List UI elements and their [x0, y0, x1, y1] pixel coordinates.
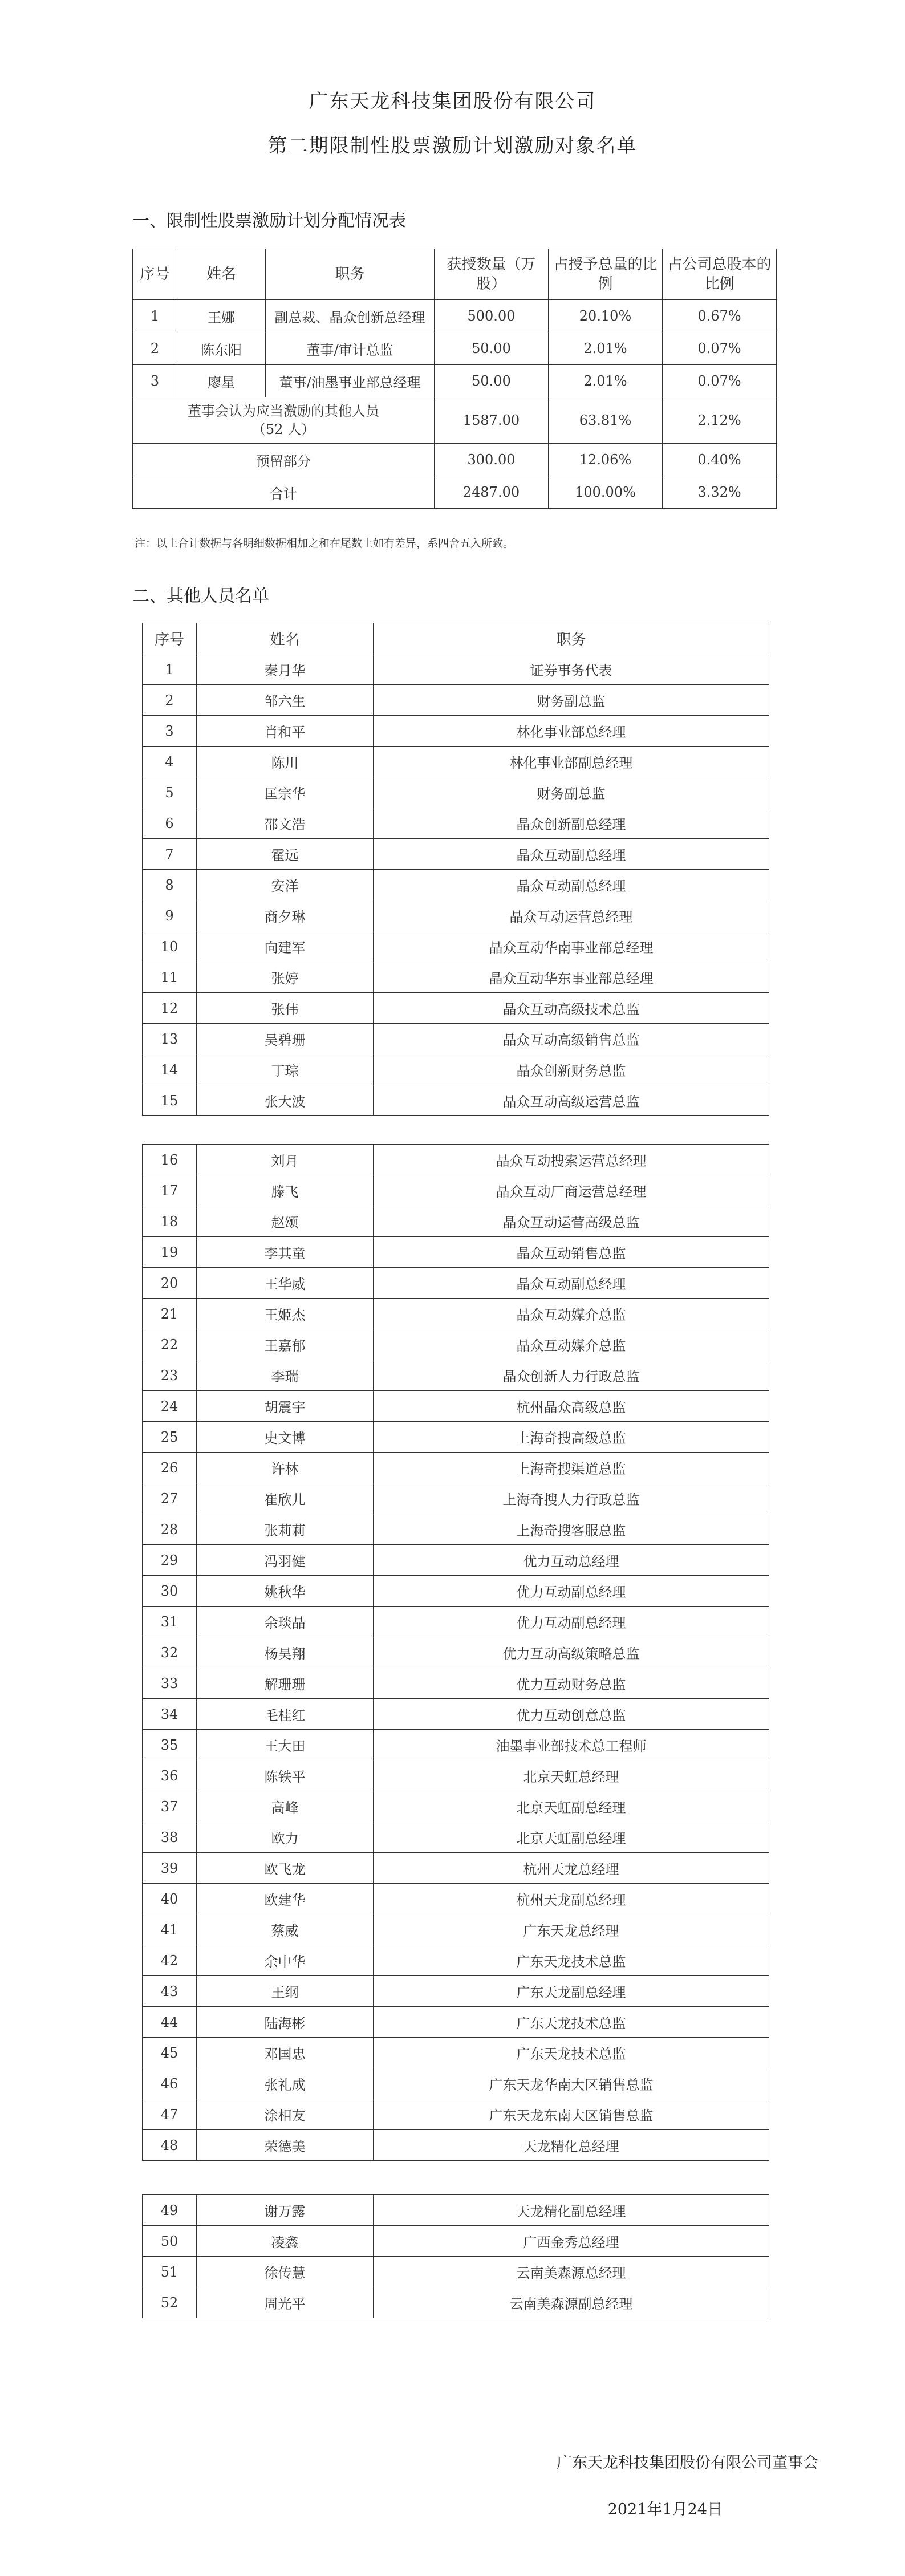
table-row [143, 1822, 769, 1853]
cell-name: 王纲 [197, 1976, 374, 2007]
table-row [143, 1699, 769, 1730]
cell-name: 王大田 [197, 1730, 374, 1760]
cell-no: 4 [143, 747, 197, 777]
cell-name: 周光平 [197, 2287, 374, 2318]
cell-no: 6 [143, 808, 197, 839]
col-header-position: 职务 [266, 249, 435, 300]
cell-position: 晶众互动高级销售总监 [374, 1024, 769, 1054]
cell-name: 秦月华 [197, 654, 374, 685]
cell-no: 2 [133, 332, 177, 365]
cell-no: 3 [133, 365, 177, 397]
cell-no: 33 [143, 1668, 197, 1699]
cell-name: 王姬杰 [197, 1299, 374, 1329]
cell-no: 1 [143, 654, 197, 685]
cell-name: 邓国忠 [197, 2038, 374, 2068]
cell-no: 47 [143, 2099, 197, 2130]
cell-name: 邵文浩 [197, 808, 374, 839]
cell-no: 18 [143, 1206, 197, 1237]
cell-position: 财务副总监 [374, 685, 769, 716]
table-row [143, 2099, 769, 2130]
cell-position: 晶众互动厂商运营总经理 [374, 1175, 769, 1206]
table-row [143, 1329, 769, 1360]
cell-position: 优力互动高级策略总监 [374, 1637, 769, 1668]
table-row [143, 1085, 769, 1116]
cell-no: 11 [143, 962, 197, 993]
table-row [143, 1545, 769, 1576]
cell-name: 李瑞 [197, 1360, 374, 1391]
table-row [143, 716, 769, 747]
table-row [143, 1453, 769, 1483]
cell-name: 陈川 [197, 747, 374, 777]
cell-name: 张伟 [197, 993, 374, 1024]
cell-qty: 1587.00 [435, 397, 549, 444]
cell-pct-grant: 12.06% [549, 444, 663, 476]
cell-no: 14 [143, 1054, 197, 1085]
table-row [143, 1054, 769, 1085]
table-row [143, 808, 769, 839]
cell-name: 商夕琳 [197, 900, 374, 931]
table-row [143, 685, 769, 716]
cell-position: 北京天虹副总经理 [374, 1822, 769, 1853]
cell-position: 林化事业部总经理 [374, 716, 769, 747]
cell-no: 22 [143, 1329, 197, 1360]
table-row [143, 1145, 769, 1175]
table-row [143, 1607, 769, 1637]
cell-position: 天龙精化副总经理 [374, 2195, 769, 2226]
cell-no: 37 [143, 1791, 197, 1822]
cell-pct-grant: 100.00% [549, 476, 663, 509]
cell-position: 晶众互动媒介总监 [374, 1329, 769, 1360]
table-row [143, 993, 769, 1024]
cell-position: 云南美森源总经理 [374, 2257, 769, 2287]
allocation-table [132, 249, 777, 509]
cell-name: 荣德美 [197, 2130, 374, 2161]
cell-pct-grant: 2.01% [549, 365, 663, 397]
cell-name: 廖星 [177, 365, 266, 397]
cell-position: 晶众互动运营高级总监 [374, 1206, 769, 1237]
cell-no: 48 [143, 2130, 197, 2161]
cell-position: 优力互动副总经理 [374, 1607, 769, 1637]
cell-position: 优力互动副总经理 [374, 1576, 769, 1607]
cell-position: 董事/审计总监 [266, 332, 435, 365]
table-note: 注：以上合计数据与各明细数据相加之和在尾数上如有差异，系四舍五入所致。 [135, 537, 514, 550]
cell-no: 19 [143, 1237, 197, 1268]
cell-no: 21 [143, 1299, 197, 1329]
cell-position: 上海奇搜客服总监 [374, 1514, 769, 1545]
others-label-line2: （52 人） [251, 421, 315, 437]
cell-position: 晶众互动搜索运营总经理 [374, 1145, 769, 1175]
cell-name: 徐传慧 [197, 2257, 374, 2287]
cell-no: 36 [143, 1760, 197, 1791]
cell-no: 20 [143, 1268, 197, 1299]
col-header-qty: 获授数量（万股） [435, 249, 549, 300]
personnel-header-row [143, 623, 769, 654]
cell-position: 副总裁、晶众创新总经理 [266, 300, 435, 332]
cell-no: 30 [143, 1576, 197, 1607]
cell-name: 陆海彬 [197, 2007, 374, 2038]
table-row [133, 365, 777, 397]
personnel-table-page-2 [142, 1144, 769, 2161]
cell-no: 31 [143, 1607, 197, 1637]
cell-no: 27 [143, 1483, 197, 1514]
cell-name: 张大波 [197, 1085, 374, 1116]
cell-name: 高峰 [197, 1791, 374, 1822]
table-row [143, 1884, 769, 1914]
cell-no: 23 [143, 1360, 197, 1391]
col-header-pct-total: 占公司总股本的比例 [663, 249, 777, 300]
cell-name: 王嘉郁 [197, 1329, 374, 1360]
cell-position: 晶众互动副总经理 [374, 870, 769, 900]
table-row [143, 747, 769, 777]
table-row [143, 2257, 769, 2287]
cell-position: 天龙精化总经理 [374, 2130, 769, 2161]
cell-name: 张礼成 [197, 2068, 374, 2099]
col-header-no: 序号 [143, 623, 197, 654]
cell-name: 陈东阳 [177, 332, 266, 365]
cell-position: 广西金秀总经理 [374, 2226, 769, 2257]
personnel-table-page-1 [142, 623, 769, 1116]
board-signature: 广东天龙科技集团股份有限公司董事会 [557, 2454, 818, 2472]
table-row [143, 1914, 769, 1945]
table-row [143, 2195, 769, 2226]
table-row [143, 654, 769, 685]
cell-position: 广东天龙技术总监 [374, 2038, 769, 2068]
others-label-line1: 董事会认为应当激励的其他人员 [188, 403, 379, 419]
reserved-label: 预留部分 [133, 444, 435, 476]
table-row [143, 1976, 769, 2007]
cell-position: 证券事务代表 [374, 654, 769, 685]
cell-no: 17 [143, 1175, 197, 1206]
cell-name: 蔡威 [197, 1914, 374, 1945]
cell-position: 董事/油墨事业部总经理 [266, 365, 435, 397]
cell-no: 51 [143, 2257, 197, 2287]
total-row [133, 476, 777, 509]
cell-no: 24 [143, 1391, 197, 1422]
col-header-name: 姓名 [197, 623, 374, 654]
cell-qty: 2487.00 [435, 476, 549, 509]
cell-no: 10 [143, 931, 197, 962]
cell-name: 丁琮 [197, 1054, 374, 1085]
cell-no: 40 [143, 1884, 197, 1914]
table-row [143, 1360, 769, 1391]
cell-name: 霍远 [197, 839, 374, 870]
cell-qty: 50.00 [435, 365, 549, 397]
cell-position: 晶众互动高级运营总监 [374, 1085, 769, 1116]
cell-no: 15 [143, 1085, 197, 1116]
cell-pct-grant: 20.10% [549, 300, 663, 332]
cell-position: 晶众互动高级技术总监 [374, 993, 769, 1024]
cell-position: 林化事业部副总经理 [374, 747, 769, 777]
cell-position: 晶众互动销售总监 [374, 1237, 769, 1268]
cell-position: 优力互动总经理 [374, 1545, 769, 1576]
cell-no: 32 [143, 1637, 197, 1668]
cell-pct-total: 0.67% [663, 300, 777, 332]
table-row [143, 1730, 769, 1760]
cell-no: 9 [143, 900, 197, 931]
cell-no: 5 [143, 777, 197, 808]
cell-position: 北京天虹副总经理 [374, 1791, 769, 1822]
cell-position: 优力互动创意总监 [374, 1699, 769, 1730]
cell-name: 姚秋华 [197, 1576, 374, 1607]
others-label [133, 397, 435, 444]
cell-no: 13 [143, 1024, 197, 1054]
cell-position: 广东天龙技术总监 [374, 1945, 769, 1976]
cell-pct-grant: 63.81% [549, 397, 663, 444]
cell-position: 晶众创新副总经理 [374, 808, 769, 839]
table-row [143, 1668, 769, 1699]
table-row [143, 1175, 769, 1206]
cell-pct-total: 0.07% [663, 365, 777, 397]
cell-position: 云南美森源副总经理 [374, 2287, 769, 2318]
cell-name: 向建军 [197, 931, 374, 962]
table-row [143, 2038, 769, 2068]
table-row [133, 332, 777, 365]
cell-position: 广东天龙华南大区销售总监 [374, 2068, 769, 2099]
cell-qty: 50.00 [435, 332, 549, 365]
cell-name: 欧建华 [197, 1884, 374, 1914]
cell-name: 涂相友 [197, 2099, 374, 2130]
cell-position: 上海奇搜高级总监 [374, 1422, 769, 1453]
cell-name: 毛桂红 [197, 1699, 374, 1730]
table-row [133, 300, 777, 332]
cell-name: 匡宗华 [197, 777, 374, 808]
cell-no: 2 [143, 685, 197, 716]
cell-name: 王娜 [177, 300, 266, 332]
cell-position: 晶众互动华东事业部总经理 [374, 962, 769, 993]
col-header-pct-grant: 占授予总量的比例 [549, 249, 663, 300]
cell-name: 崔欣儿 [197, 1483, 374, 1514]
allocation-header-row [133, 249, 777, 300]
cell-name: 滕飞 [197, 1175, 374, 1206]
table-row [143, 931, 769, 962]
cell-no: 28 [143, 1514, 197, 1545]
signature-date: 2021年1月24日 [607, 2501, 723, 2518]
table-row [143, 777, 769, 808]
cell-pct-grant: 2.01% [549, 332, 663, 365]
cell-name: 赵颂 [197, 1206, 374, 1237]
cell-no: 3 [143, 716, 197, 747]
cell-name: 肖和平 [197, 716, 374, 747]
cell-no: 49 [143, 2195, 197, 2226]
cell-position: 晶众互动华南事业部总经理 [374, 931, 769, 962]
cell-position: 北京天虹总经理 [374, 1760, 769, 1791]
cell-qty: 500.00 [435, 300, 549, 332]
table-row [143, 1299, 769, 1329]
table-row [143, 1268, 769, 1299]
cell-pct-total: 2.12% [663, 397, 777, 444]
cell-name: 冯羽健 [197, 1545, 374, 1576]
company-title: 广东天龙科技集团股份有限公司 [309, 90, 596, 113]
cell-name: 余中华 [197, 1945, 374, 1976]
cell-position: 上海奇搜渠道总监 [374, 1453, 769, 1483]
cell-position: 杭州天龙总经理 [374, 1853, 769, 1884]
cell-no: 25 [143, 1422, 197, 1453]
cell-position: 杭州天龙副总经理 [374, 1884, 769, 1914]
table-row [143, 1576, 769, 1607]
table-row [143, 1637, 769, 1668]
table-row [143, 1206, 769, 1237]
cell-position: 优力互动财务总监 [374, 1668, 769, 1699]
cell-position: 晶众互动运营总经理 [374, 900, 769, 931]
cell-name: 刘月 [197, 1145, 374, 1175]
cell-no: 8 [143, 870, 197, 900]
reserved-row [133, 444, 777, 476]
cell-no: 46 [143, 2068, 197, 2099]
cell-no: 44 [143, 2007, 197, 2038]
cell-name: 欧飞龙 [197, 1853, 374, 1884]
cell-name: 张婷 [197, 962, 374, 993]
document-title: 第二期限制性股票激励计划激励对象名单 [267, 135, 638, 157]
table-row [143, 1483, 769, 1514]
table-row [143, 900, 769, 931]
cell-no: 52 [143, 2287, 197, 2318]
cell-no: 43 [143, 1976, 197, 2007]
cell-name: 王华威 [197, 1268, 374, 1299]
col-header-name: 姓名 [177, 249, 266, 300]
cell-name: 吴碧珊 [197, 1024, 374, 1054]
cell-name: 余琰晶 [197, 1607, 374, 1637]
cell-name: 邹六生 [197, 685, 374, 716]
cell-no: 50 [143, 2226, 197, 2257]
table-row [143, 1945, 769, 1976]
cell-position: 晶众互动媒介总监 [374, 1299, 769, 1329]
table-row [143, 839, 769, 870]
table-row [143, 1791, 769, 1822]
cell-pct-total: 3.32% [663, 476, 777, 509]
cell-position: 杭州晶众高级总监 [374, 1391, 769, 1422]
table-row [143, 2226, 769, 2257]
cell-pct-total: 0.07% [663, 332, 777, 365]
total-label: 合计 [133, 476, 435, 509]
cell-qty: 300.00 [435, 444, 549, 476]
cell-name: 陈铁平 [197, 1760, 374, 1791]
cell-position: 上海奇搜人力行政总监 [374, 1483, 769, 1514]
cell-name: 史文博 [197, 1422, 374, 1453]
table-row [143, 962, 769, 993]
cell-name: 张莉莉 [197, 1514, 374, 1545]
cell-no: 41 [143, 1914, 197, 1945]
cell-no: 12 [143, 993, 197, 1024]
table-row [143, 1237, 769, 1268]
col-header-no: 序号 [133, 249, 177, 300]
section-2-title: 二、其他人员名单 [132, 586, 269, 606]
cell-no: 26 [143, 1453, 197, 1483]
table-row [143, 1514, 769, 1545]
table-row [143, 1391, 769, 1422]
table-row [143, 1760, 769, 1791]
cell-name: 安洋 [197, 870, 374, 900]
cell-no: 1 [133, 300, 177, 332]
cell-position: 广东天龙副总经理 [374, 1976, 769, 2007]
table-row [143, 1024, 769, 1054]
cell-no: 16 [143, 1145, 197, 1175]
cell-no: 35 [143, 1730, 197, 1760]
table-row [143, 2130, 769, 2161]
cell-position: 油墨事业部技术总工程师 [374, 1730, 769, 1760]
table-row [143, 1853, 769, 1884]
cell-name: 胡震宇 [197, 1391, 374, 1422]
col-header-position: 职务 [374, 623, 769, 654]
cell-position: 晶众创新人力行政总监 [374, 1360, 769, 1391]
cell-name: 杨昊翔 [197, 1637, 374, 1668]
cell-no: 45 [143, 2038, 197, 2068]
table-row [143, 2007, 769, 2038]
table-row [143, 2068, 769, 2099]
cell-no: 7 [143, 839, 197, 870]
cell-no: 29 [143, 1545, 197, 1576]
personnel-table-page-3 [142, 2194, 769, 2318]
cell-name: 谢万露 [197, 2195, 374, 2226]
cell-no: 39 [143, 1853, 197, 1884]
cell-no: 42 [143, 1945, 197, 1976]
others-row [133, 397, 777, 444]
table-row [143, 2287, 769, 2318]
cell-position: 广东天龙总经理 [374, 1914, 769, 1945]
cell-position: 晶众互动副总经理 [374, 1268, 769, 1299]
cell-position: 晶众互动副总经理 [374, 839, 769, 870]
cell-position: 广东天龙技术总监 [374, 2007, 769, 2038]
table-row [143, 870, 769, 900]
cell-name: 许林 [197, 1453, 374, 1483]
cell-position: 财务副总监 [374, 777, 769, 808]
cell-pct-total: 0.40% [663, 444, 777, 476]
cell-name: 凌鑫 [197, 2226, 374, 2257]
section-1-title: 一、限制性股票激励计划分配情况表 [132, 211, 406, 231]
cell-no: 38 [143, 1822, 197, 1853]
cell-name: 李其童 [197, 1237, 374, 1268]
cell-position: 晶众创新财务总监 [374, 1054, 769, 1085]
cell-position: 广东天龙东南大区销售总监 [374, 2099, 769, 2130]
cell-name: 欧力 [197, 1822, 374, 1853]
table-row [143, 1422, 769, 1453]
cell-no: 34 [143, 1699, 197, 1730]
cell-name: 解珊珊 [197, 1668, 374, 1699]
